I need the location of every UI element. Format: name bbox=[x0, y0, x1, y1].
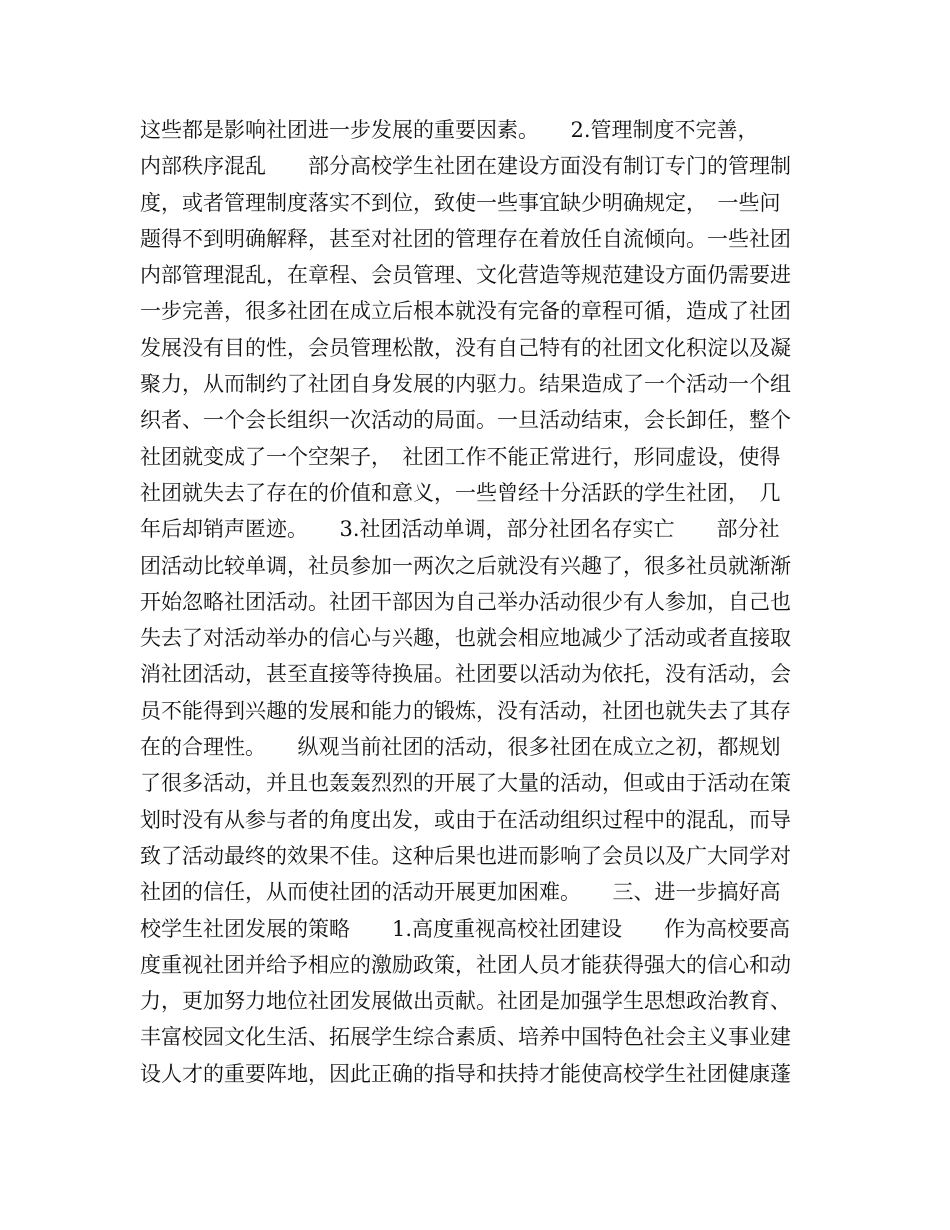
text-line: 社团就失去了存在的价值和意义，一些曾经十分活跃的学生社团， 几 bbox=[140, 480, 781, 505]
text-line: 团活动比较单调，社员参加一两次之后就没有兴趣了，很多社员就渐渐 bbox=[140, 553, 791, 578]
text-line: 社团的信任，从而使社团的活动开展更加困难。 三、进一步搞好高 bbox=[140, 880, 781, 905]
text-line: 内部管理混乱，在章程、会员管理、文化营造等规范建设方面仍需要进 bbox=[140, 263, 791, 288]
text-line: 这些都是影响社团进一步发展的重要因素。 2.管理制度不完善， bbox=[140, 118, 759, 142]
text-line: 消社团活动，甚至直接等待换届。社团要以活动为依托，没有活动，会 bbox=[140, 662, 791, 687]
text-line: 内部秩序混乱 部分高校学生社团在建设方面没有制订专门的管理制 bbox=[140, 154, 791, 179]
text-line: 失去了对活动举办的信心与兴趣，也就会相应地减少了活动或者直接取 bbox=[140, 626, 791, 651]
body-text bbox=[140, 112, 820, 1092]
text-line: 丰富校园文化生活、拓展学生综合素质、培养中国特色社会主义事业建 bbox=[140, 1025, 791, 1050]
text-line: 度，或者管理制度落实不到位，致使一些事宜缺少明确规定， 一些问 bbox=[140, 190, 781, 215]
text-line: 聚力，从而制约了社团自身发展的内驱力。结果造成了一个活动一个组 bbox=[140, 372, 791, 397]
text-line: 题得不到明确解释，甚至对社团的管理存在着放任自流倾向。一些社团 bbox=[140, 226, 791, 251]
text-line: 致了活动最终的效果不佳。这种后果也进而影响了会员以及广大同学对 bbox=[140, 843, 791, 868]
text-line: 力，更加努力地位社团发展做出贡献。社团是加强学生思想政治教育、 bbox=[140, 989, 791, 1014]
text-line: 一步完善，很多社团在成立后根本就没有完备的章程可循，造成了社团 bbox=[140, 299, 791, 324]
text-line: 年后却销声匿迹。 3.社团活动单调，部分社团名存实亡 部分社 bbox=[140, 517, 780, 542]
text-line: 发展没有目的性，会员管理松散，没有自己特有的社团文化积淀以及凝 bbox=[140, 335, 791, 360]
text-line: 在的合理性。 纵观当前社团的活动，很多社团在成立之初，都规划 bbox=[140, 735, 781, 760]
text-line: 度重视社团并给予相应的激励政策，社团人员才能获得强大的信心和动 bbox=[140, 952, 791, 977]
text-line: 划时没有从参与者的角度出发，或由于在活动组织过程中的混乱，而导 bbox=[140, 807, 791, 832]
text-line: 织者、一个会长组织一次活动的局面。一旦活动结束，会长卸任，整个 bbox=[140, 408, 791, 433]
text-line: 开始忽略社团活动。社团干部因为自己举办活动很少有人参加，自己也 bbox=[140, 589, 791, 614]
text-line: 了很多活动，并且也轰轰烈烈的开展了大量的活动，但或由于活动在策 bbox=[140, 771, 791, 796]
text-line: 校学生社团发展的策略 1.高度重视高校社团建设 作为高校要高 bbox=[140, 916, 791, 941]
text-line: 员不能得到兴趣的发展和能力的锻炼，没有活动，社团也就失去了其存 bbox=[140, 698, 791, 723]
text-line: 社团就变成了一个空架子， 社团工作不能正常进行，形同虚设，使得 bbox=[140, 444, 781, 469]
text-line: 设人才的重要阵地，因此正确的指导和扶持才能使高校学生社团健康蓬 bbox=[140, 1061, 791, 1086]
